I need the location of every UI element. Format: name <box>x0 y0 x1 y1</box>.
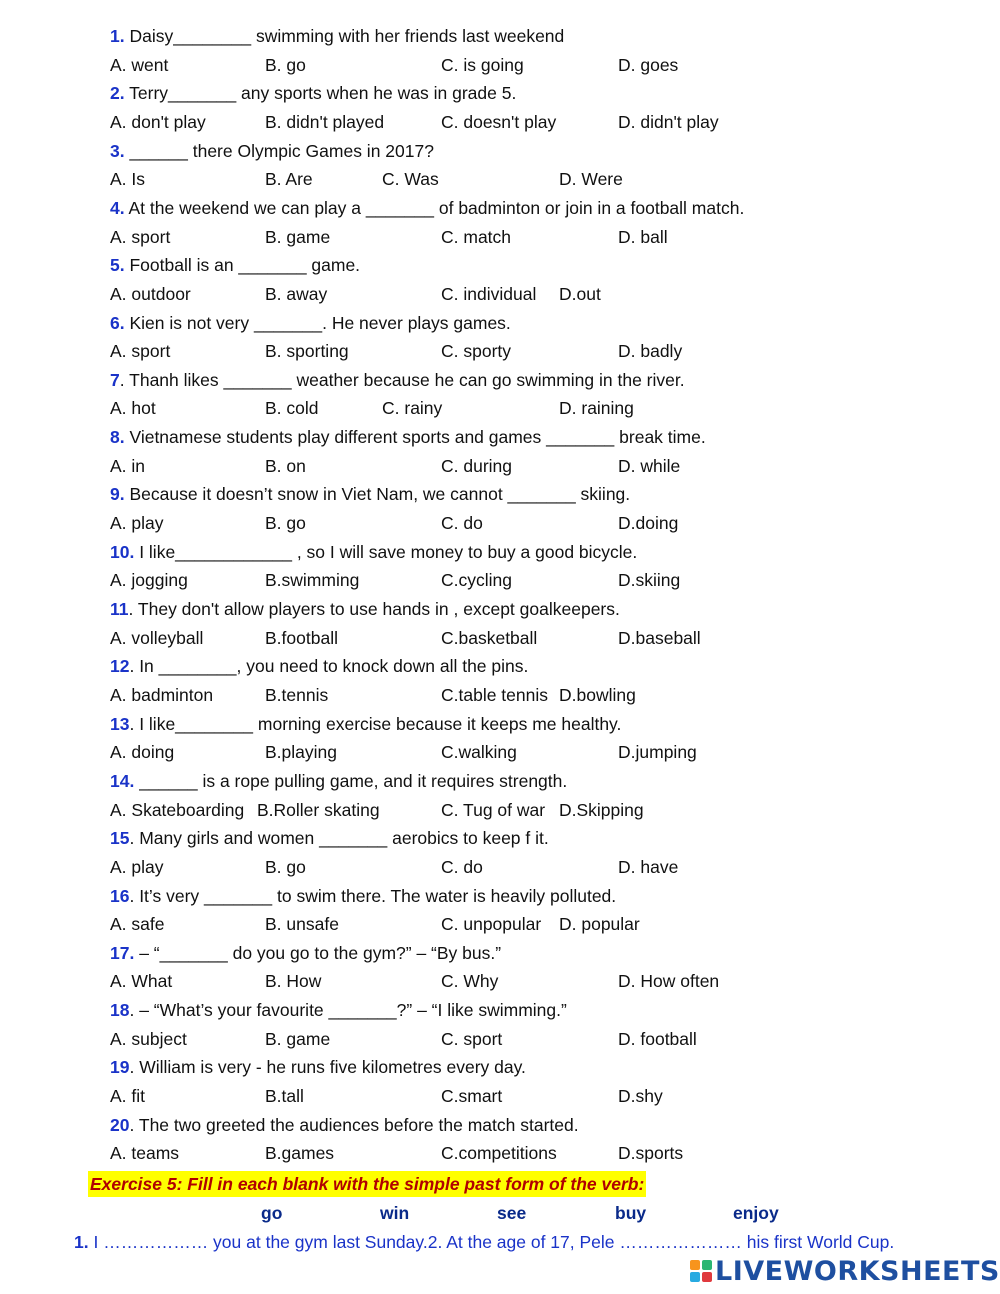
option-c: C.basketball <box>441 627 538 648</box>
option-d: D. have <box>618 856 679 877</box>
option-c: C. sporty <box>441 341 512 362</box>
question-20 <box>110 1113 579 1137</box>
question-number: 7 <box>110 369 120 390</box>
question-2 <box>110 81 516 105</box>
option-d: D. football <box>618 1028 697 1049</box>
option-b: B.playing <box>265 742 337 763</box>
question-14 <box>110 769 567 793</box>
options-row-4 <box>0 225 1000 249</box>
options-row-17 <box>0 969 1000 993</box>
option-b: B. game <box>265 1028 331 1049</box>
option-a: A. badminton <box>110 684 214 705</box>
options-row-3 <box>0 167 1000 191</box>
question-text: . The two greeted the audiences before the match started. <box>129 1114 579 1135</box>
exercise-5-number: 1. <box>74 1232 89 1252</box>
option-c: C. do <box>441 856 483 877</box>
option-d: D. Were <box>559 169 623 190</box>
word-bank-item: buy <box>615 1203 647 1223</box>
option-c: C. during <box>441 455 513 476</box>
options-row-5 <box>0 282 1000 306</box>
option-c: C.walking <box>441 742 517 763</box>
liveworksheets-logo <box>690 1256 1000 1286</box>
question-number: 11 <box>110 599 129 619</box>
options-row-11 <box>0 626 1000 650</box>
option-c: C.smart <box>441 1086 503 1107</box>
question-number: 19 <box>110 1057 130 1078</box>
option-d: D. raining <box>559 398 634 419</box>
option-b: B. sporting <box>265 341 349 362</box>
question-12 <box>110 654 528 678</box>
options-row-20 <box>0 1141 1000 1165</box>
option-d: D. ball <box>618 226 668 247</box>
option-d: D.Skipping <box>559 799 644 820</box>
question-15 <box>110 826 549 850</box>
option-a: A. don't play <box>110 111 206 132</box>
option-a: A. volleyball <box>110 627 204 648</box>
option-b: B.games <box>265 1143 335 1164</box>
question-number: 10. <box>110 541 135 562</box>
option-a: A. Skateboarding <box>110 799 245 820</box>
question-text: Because it doesn’t snow in Viet Nam, we cannot _______ skiing. <box>124 484 631 505</box>
option-a: A. in <box>110 455 146 476</box>
question-1 <box>110 24 564 48</box>
question-17 <box>110 941 501 965</box>
word-bank-item: see <box>497 1203 527 1223</box>
option-d: D.jumping <box>618 742 697 763</box>
question-number: 12 <box>110 656 130 677</box>
options-row-1 <box>0 53 1000 77</box>
option-a: A. outdoor <box>110 283 191 304</box>
question-text: . William is very - he runs five kilometres every day. <box>129 1057 526 1078</box>
options-row-2 <box>0 110 1000 134</box>
option-d: D.out <box>559 283 601 304</box>
question-text: Football is an _______ game. <box>124 255 361 276</box>
exercise-5-line <box>74 1230 894 1254</box>
option-d: D. didn't play <box>618 111 719 132</box>
option-b: B. go <box>265 54 306 75</box>
option-a: A. doing <box>110 742 175 763</box>
option-b: B.Roller skating <box>257 799 380 820</box>
option-b: B.football <box>265 627 338 648</box>
option-c: C. Why <box>441 971 499 992</box>
question-number: 18 <box>110 1000 130 1021</box>
option-d: D. while <box>618 455 681 476</box>
question-9 <box>110 482 630 506</box>
options-row-9 <box>0 511 1000 535</box>
question-number: 3. <box>110 140 125 161</box>
option-a: A. went <box>110 54 169 75</box>
question-number: 9. <box>110 484 125 505</box>
question-number: 2. <box>110 83 125 104</box>
question-text: . They don't allow players to use hands in , except goalkeepers. <box>128 599 620 619</box>
question-number: 20 <box>110 1114 130 1135</box>
option-b: B. unsafe <box>265 914 339 935</box>
option-b: B. didn't played <box>265 111 385 132</box>
option-b: B. How <box>265 971 322 992</box>
exercise-5-text: I ……………… you at the gym last Sunday.2. At the age of 17, Pele ………………… his first World Cup. <box>88 1232 895 1252</box>
question-number: 6. <box>110 312 125 333</box>
option-c: C.cycling <box>441 570 512 591</box>
option-c: C. unpopular <box>441 914 542 935</box>
question-text: – “_______ do you go to the gym?” – “By bus.” <box>134 942 502 963</box>
question-text: . – “What’s your favourite _______?” – “I like swimming.” <box>129 1000 567 1021</box>
question-6 <box>110 311 511 335</box>
question-5 <box>110 253 360 277</box>
exercise-5-heading: Exercise 5: Fill in each blank with the simple past form of the verb: <box>88 1171 646 1197</box>
option-a: A. teams <box>110 1143 180 1164</box>
options-row-10 <box>0 568 1000 592</box>
options-row-15 <box>0 855 1000 879</box>
option-c: C. individual <box>441 283 537 304</box>
question-19 <box>110 1055 526 1079</box>
option-c: C. match <box>441 226 512 247</box>
option-a: A. hot <box>110 398 156 419</box>
option-b: B. away <box>265 283 328 304</box>
option-a: A. fit <box>110 1086 146 1107</box>
option-a: A. sport <box>110 341 171 362</box>
option-b: B.tennis <box>265 684 329 705</box>
question-number: 14. <box>110 770 135 791</box>
word-bank-item: enjoy <box>733 1203 779 1223</box>
option-a: A. sport <box>110 226 171 247</box>
liveworksheets-logo-icon <box>690 1260 712 1282</box>
question-13 <box>110 712 621 736</box>
option-c: C. Was <box>382 169 439 190</box>
question-text: . Many girls and women _______ aerobics to keep f it. <box>129 828 549 849</box>
options-row-16 <box>0 912 1000 936</box>
question-number: 8. <box>110 427 125 448</box>
option-b: B.tall <box>265 1086 304 1107</box>
options-row-13 <box>0 740 1000 764</box>
options-row-8 <box>0 454 1000 478</box>
option-d: D.bowling <box>559 684 636 705</box>
option-b: B. cold <box>265 398 319 419</box>
option-a: A. Is <box>110 169 146 190</box>
question-text: Daisy________ swimming with her friends last weekend <box>124 26 565 46</box>
question-text: At the weekend we can play a _______ of badminton or join in a football match. <box>124 197 745 218</box>
options-row-6 <box>0 339 1000 363</box>
option-d: D.doing <box>618 513 679 534</box>
question-number: 13 <box>110 713 130 734</box>
question-number: 5. <box>110 255 125 276</box>
option-b: B.swimming <box>265 570 360 591</box>
question-text: . Thanh likes _______ weather because he can go swimming in the river. <box>119 369 685 390</box>
question-number: 1. <box>110 26 125 46</box>
question-number: 17. <box>110 942 135 963</box>
logo-text: LIVEWORKSHEETS <box>715 1255 1000 1287</box>
option-c: C. sport <box>441 1028 503 1049</box>
question-text: Vietnamese students play different sports and games _______ break time. <box>124 427 706 448</box>
option-c: C.table tennis <box>441 684 549 705</box>
question-number: 15 <box>110 828 130 849</box>
question-text: ______ there Olympic Games in 2017? <box>124 140 434 161</box>
question-number: 16 <box>110 885 130 906</box>
option-c: C. do <box>441 513 483 534</box>
question-11 <box>110 597 620 621</box>
option-b: B. Are <box>265 169 313 190</box>
question-text: . I like________ morning exercise because it keeps me healthy. <box>129 713 622 734</box>
question-text: ______ is a rope pulling game, and it requires strength. <box>134 770 568 791</box>
option-d: D.shy <box>618 1086 663 1107</box>
option-a: A. subject <box>110 1028 187 1049</box>
question-text: Terry_______ any sports when he was in grade 5. <box>124 83 517 104</box>
option-d: D.skiing <box>618 570 681 591</box>
question-text: . It’s very _______ to swim there. The water is heavily polluted. <box>129 885 617 906</box>
option-d: D. goes <box>618 54 679 75</box>
option-a: A. What <box>110 971 173 992</box>
options-row-12 <box>0 683 1000 707</box>
options-row-18 <box>0 1027 1000 1051</box>
word-bank-item: go <box>261 1203 283 1223</box>
option-d: D.baseball <box>618 627 701 648</box>
option-c: C. Tug of war <box>441 799 546 820</box>
question-7 <box>110 368 685 392</box>
question-18 <box>110 998 567 1022</box>
option-c: C. rainy <box>382 398 443 419</box>
option-a: A. play <box>110 856 164 877</box>
option-a: A. play <box>110 513 164 534</box>
options-row-14 <box>0 798 1000 822</box>
question-3 <box>110 139 434 163</box>
question-text: Kien is not very _______. He never plays games. <box>124 312 511 333</box>
option-a: A. safe <box>110 914 165 935</box>
option-b: B. on <box>265 455 306 476</box>
option-b: B. go <box>265 513 306 534</box>
option-d: D. badly <box>618 341 683 362</box>
question-number: 4. <box>110 197 125 218</box>
question-16 <box>110 884 616 908</box>
word-bank-item: win <box>380 1203 410 1223</box>
option-a: A. jogging <box>110 570 188 591</box>
option-c: C.competitions <box>441 1143 557 1164</box>
option-c: C. is going <box>441 54 524 75</box>
question-text: . In ________, you need to knock down all the pins. <box>129 656 529 677</box>
options-row-19 <box>0 1084 1000 1108</box>
question-4 <box>110 196 744 220</box>
question-text: I like____________ , so I will save money to buy a good bicycle. <box>134 541 638 562</box>
options-row-7 <box>0 396 1000 420</box>
option-d: D. popular <box>559 914 640 935</box>
option-d: D.sports <box>618 1143 684 1164</box>
question-10 <box>110 540 637 564</box>
option-c: C. doesn't play <box>441 111 557 132</box>
question-8 <box>110 425 706 449</box>
option-b: B. go <box>265 856 306 877</box>
option-b: B. game <box>265 226 331 247</box>
option-d: D. How often <box>618 971 720 992</box>
